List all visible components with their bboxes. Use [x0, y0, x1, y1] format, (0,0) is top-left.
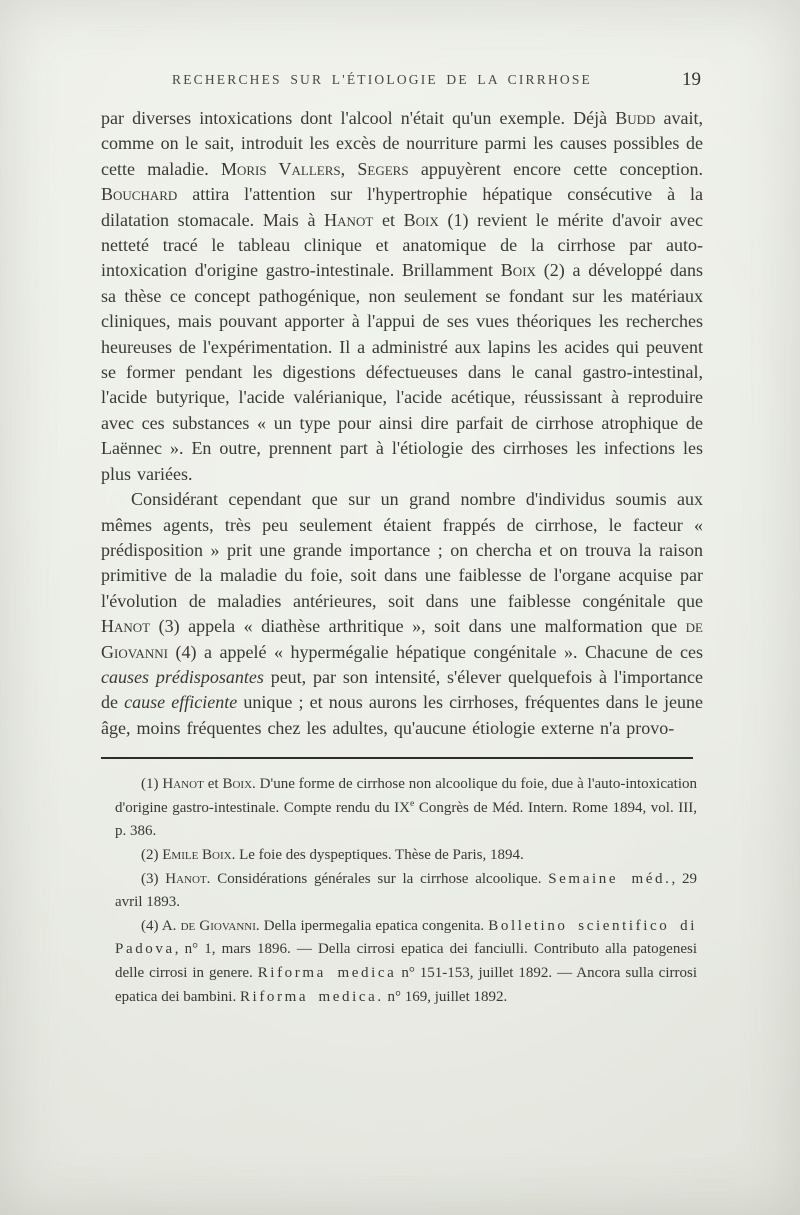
footnote: [115, 915, 697, 1009]
text-run: (1) revient le mérite d'avoir avec netteté tracé le tableau clinique et anatomique de la cirrhose par auto-intoxication d'origine gastro-intestinale. Brillamment: [101, 209, 703, 281]
text-run: Emile Boix: [162, 846, 232, 863]
footnote-divider: [101, 757, 693, 759]
text-run: et: [203, 776, 223, 793]
text-run: Budd: [615, 108, 656, 128]
text-run: Hanot: [324, 209, 374, 230]
body-text: [101, 106, 703, 741]
running-head: [101, 69, 703, 96]
text-run: Riforma medica.: [239, 988, 384, 1005]
page-content: [101, 69, 703, 1009]
page-number: 19: [682, 69, 701, 90]
text-run: (2) a développé dans sa thèse ce concept pathogénique, non seulement se fondant sur les matériaux cliniques, mais pouvant apporter à l'appui de ses vues théoriques les recherches heureuses de l'expérimentation. Il a administré aux lapins les acides qui peuvent se former pendant les digestions défectueuses dans le canal gastro-intestinal, l'acide butyrique, l'acide valérianique, l'acide acétique, réussissant à reproduire avec ces substances « un type pour ainsi dire parfait de cirrhose atrophique de Laënnec ». En outre, prennent part à l'étiologie des cirrhoses les infections les plus variées.: [101, 260, 703, 484]
text-run: . Considérations générales sur la cirrhose alcoolique.: [206, 870, 549, 887]
text-run: cause efficiente: [124, 692, 238, 713]
text-run: Boix: [222, 776, 253, 793]
text-run: (1): [141, 776, 163, 793]
footnote: [115, 868, 697, 915]
text-run: . D'une forme de cirrhose non alcoolique du foie, due à l'auto-intoxication d'origine gastro-intestinale. Compte rendu du IX: [115, 776, 697, 816]
text-run: Bouchard: [101, 184, 178, 205]
paragraph: [101, 106, 703, 487]
text-run: unique ; et nous aurons les cirrhoses, fréquentes dans le jeune âge, moins fréquentes chez les adultes, qu'aucune étiologie externe n'a provo-: [101, 692, 703, 738]
text-run: (4) A.: [141, 917, 181, 934]
text-run: de Giovanni: [101, 616, 703, 662]
page-header-title: RECHERCHES SUR L'ÉTIOLOGIE DE LA CIRRHOSE: [171, 72, 592, 87]
text-run: par diverses intoxications dont l'alcool n'était qu'un exemple. Déjà: [101, 108, 616, 128]
text-run: Hanot: [165, 870, 207, 887]
text-run: Riforma medica: [257, 964, 397, 981]
text-run: de Giovanni: [180, 917, 256, 934]
text-run: Congrès de Méd. Intern. Rome 1894, vol. III, p. 386.: [115, 799, 697, 840]
text-run: . Le foie des dyspeptiques. Thèse de Paris, 1894.: [231, 846, 524, 863]
text-run: Hanot: [162, 776, 204, 793]
text-run: Boix: [500, 260, 536, 281]
text-run: (3): [141, 870, 166, 887]
text-run: appuyèrent encore cette conception.: [408, 158, 703, 179]
text-run: Semaine méd.: [548, 870, 672, 887]
text-run: Considérant cependant que sur un grand nombre d'individus soumis aux mêmes agents, très peu seulement étaient frappés de cirrhose, le facteur « prédisposition » prit une grande importance ; on chercha et on trouva la raison primitive de la maladie du foie, soit dans une faiblesse de l'organe acquise par l'évolution de maladies antérieures, soit dans une faiblesse congénitale que: [101, 489, 703, 611]
footnote: [115, 844, 697, 868]
paragraph: [101, 487, 703, 741]
text-run: . Della ipermegalia epatica congenita.: [255, 917, 489, 934]
text-run: peut, par son intensité, s'élever quelquefois à l'importance de: [101, 666, 703, 713]
text-run: (2): [141, 846, 163, 863]
text-run: Moris Vallers, Segers: [220, 158, 409, 179]
text-run: Bolletino scientifico di Padova: [115, 917, 697, 958]
text-run: , n° 1, mars 1896. — Della cirrosi epatica dei fanciulli. Contributo alla patogenesi delle cirrosi in genere.: [115, 941, 697, 981]
footnote: [115, 773, 697, 844]
footnotes: [101, 773, 697, 1009]
text-run: (3) appela « diathèse arthritique », soit dans une malformation que: [150, 616, 686, 637]
text-run: attira l'attention sur l'hypertrophie hépatique consécutive à la dilatation stomacale. Mais à: [101, 184, 703, 230]
text-run: (4) a appelé « hypermégalie hépatique congénitale ». Chacune de ces: [167, 641, 703, 662]
text-run: n° 151-153, juillet 1892. — Ancora sulla cirrosi epatica dei bambini.: [115, 964, 697, 1005]
text-run: causes prédisposantes: [101, 666, 264, 687]
text-run: n° 169, juillet 1892.: [383, 988, 508, 1005]
text-run: avait, comme on le sait, introduit les excès de nourriture parmi les causes possibles de cette maladie.: [101, 108, 703, 179]
text-run: , 29 avril 1893.: [115, 870, 697, 911]
text-run: e: [410, 797, 415, 809]
text-run: Hanot: [101, 616, 151, 637]
text-run: et: [373, 209, 404, 230]
text-run: Boix: [403, 209, 439, 230]
